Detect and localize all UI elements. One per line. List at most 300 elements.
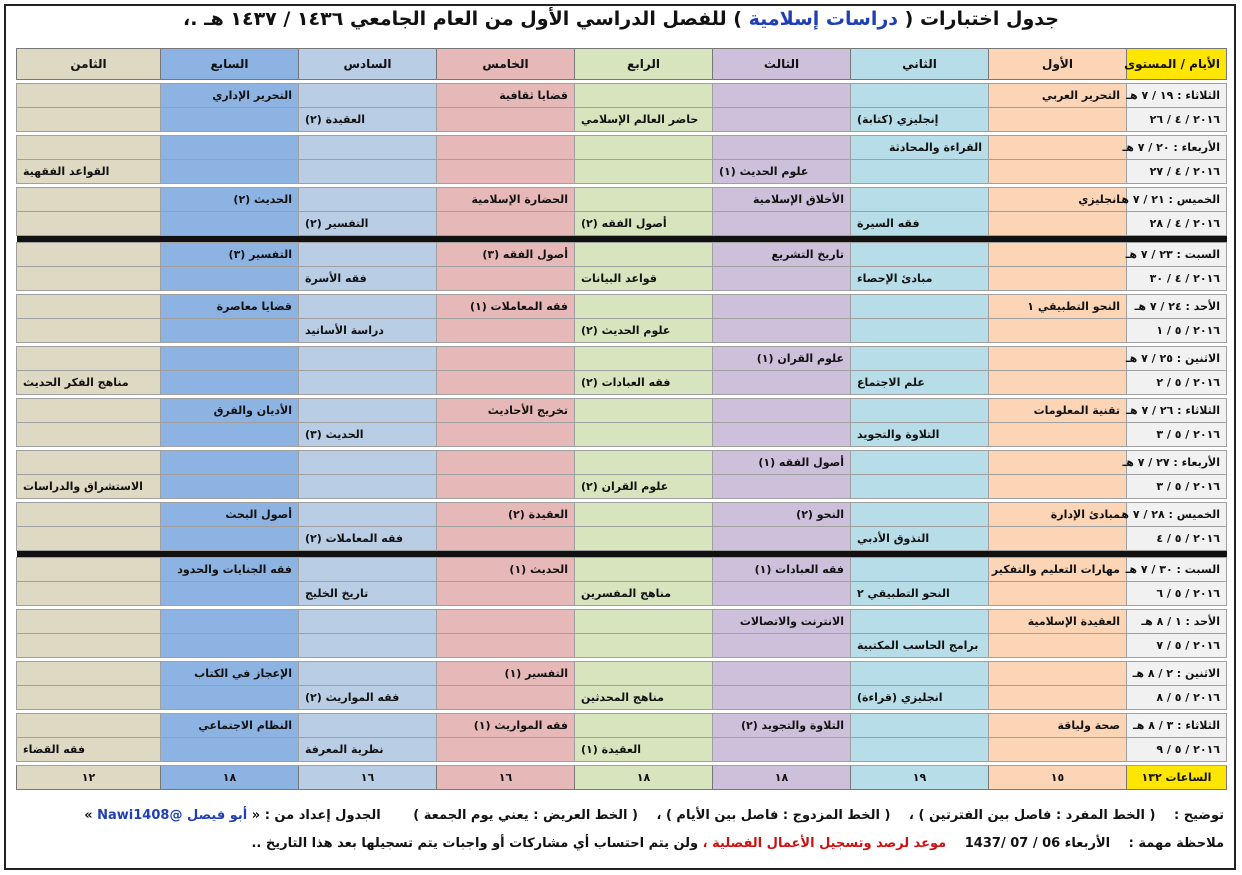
day-cell: الاثنين : ٢٥ / ٧ هـ xyxy=(1127,347,1227,371)
level-header: الثاني xyxy=(851,49,989,80)
hours-cell: ١٢ xyxy=(17,766,161,790)
course-cell xyxy=(437,738,575,762)
course-cell: فقه الأسرة xyxy=(299,267,437,291)
day-cell: السبت : ٣٠ / ٧ هـ xyxy=(1127,558,1227,582)
course-cell xyxy=(299,295,437,319)
hours-cell: ١٨ xyxy=(161,766,299,790)
title-after: ) للفصل الدراسي الأول من العام الجامعي ١٤٣٦ / ١٤٣٧ هـ .، xyxy=(183,8,742,30)
course-cell: قواعد البيانات xyxy=(575,267,713,291)
course-cell xyxy=(851,451,989,475)
course-cell: إنجليزي (كتابة) xyxy=(851,108,989,132)
course-cell xyxy=(17,108,161,132)
course-cell xyxy=(713,475,851,499)
course-cell xyxy=(17,319,161,343)
course-cell xyxy=(299,634,437,658)
course-cell xyxy=(713,738,851,762)
course-cell: التحرير العربي xyxy=(989,84,1127,108)
course-cell: مناهج الفكر الحديث xyxy=(17,371,161,395)
page-title xyxy=(0,8,1242,30)
course-cell: العقيدة (١) xyxy=(575,738,713,762)
schedule-row xyxy=(17,243,1227,267)
schedule-row xyxy=(17,451,1227,475)
course-cell: الاستشراق والدراسات xyxy=(17,475,161,499)
course-cell: مبادئ الإحصاء xyxy=(851,267,989,291)
course-cell xyxy=(17,347,161,371)
course-cell xyxy=(299,714,437,738)
course-cell xyxy=(989,662,1127,686)
course-cell xyxy=(299,160,437,184)
course-cell xyxy=(989,686,1127,710)
course-cell xyxy=(17,84,161,108)
day-cell: ٢٠١٦ / ٥ / ٤ xyxy=(1127,527,1227,551)
course-cell xyxy=(989,451,1127,475)
day-cell: الخميس : ٢١ / ٧ هـ xyxy=(1127,188,1227,212)
header-row xyxy=(17,49,1227,80)
course-cell: مبادئ الإدارة xyxy=(989,503,1127,527)
course-cell: علوم الحديث (٢) xyxy=(575,319,713,343)
course-cell xyxy=(299,451,437,475)
course-cell xyxy=(161,136,299,160)
course-cell: العقيدة (٢) xyxy=(437,503,575,527)
course-cell xyxy=(851,347,989,371)
title-before: جدول اختبارات ( xyxy=(904,8,1059,30)
schedule-row xyxy=(17,558,1227,582)
schedule-body xyxy=(17,49,1227,790)
credit-name: أبو فيصل xyxy=(186,808,248,823)
day-cell: ٢٠١٦ / ٤ / ٢٨ xyxy=(1127,212,1227,236)
course-cell xyxy=(17,267,161,291)
course-cell xyxy=(299,399,437,423)
level-header: الثامن xyxy=(17,49,161,80)
course-cell: تاريخ الخليج xyxy=(299,582,437,606)
friday-separator xyxy=(17,236,1227,243)
schedule-row xyxy=(17,160,1227,184)
exam-schedule-table xyxy=(17,48,1227,790)
course-cell xyxy=(851,399,989,423)
course-cell xyxy=(989,160,1127,184)
course-cell xyxy=(575,423,713,447)
course-cell xyxy=(713,212,851,236)
course-cell xyxy=(851,243,989,267)
course-cell xyxy=(437,423,575,447)
notes-area xyxy=(18,802,1224,858)
course-cell xyxy=(851,738,989,762)
day-cell: ٢٠١٦ / ٥ / ١ xyxy=(1127,319,1227,343)
schedule-row xyxy=(17,267,1227,291)
course-cell xyxy=(161,319,299,343)
course-cell: علوم القران (١) xyxy=(713,347,851,371)
course-cell xyxy=(17,714,161,738)
course-cell xyxy=(575,527,713,551)
course-cell xyxy=(713,662,851,686)
course-cell xyxy=(575,558,713,582)
important-line xyxy=(18,830,1224,858)
day-cell: الثلاثاء : ٢٦ / ٧ هـ xyxy=(1127,399,1227,423)
course-cell xyxy=(299,84,437,108)
course-cell: التفسير (٢) xyxy=(299,212,437,236)
course-cell xyxy=(713,108,851,132)
course-cell xyxy=(17,188,161,212)
course-cell xyxy=(437,136,575,160)
title-highlight: دراسات إسلامية xyxy=(748,8,899,30)
course-cell xyxy=(161,423,299,447)
course-cell: النظام الاجتماعي xyxy=(161,714,299,738)
course-cell xyxy=(989,527,1127,551)
schedule-row xyxy=(17,371,1227,395)
course-cell xyxy=(851,188,989,212)
hours-total: الساعات ١٣٢ xyxy=(1127,766,1227,790)
explanation-label: توضيح : xyxy=(1174,808,1224,823)
course-cell: قضايا معاصرة xyxy=(161,295,299,319)
course-cell xyxy=(161,527,299,551)
course-cell xyxy=(851,160,989,184)
schedule-row xyxy=(17,527,1227,551)
course-cell xyxy=(851,319,989,343)
day-cell: ٢٠١٦ / ٤ / ٣٠ xyxy=(1127,267,1227,291)
day-cell: السبت : ٢٣ / ٧ هـ xyxy=(1127,243,1227,267)
day-cell: الخميس : ٢٨ / ٧ هـ xyxy=(1127,503,1227,527)
course-cell xyxy=(713,371,851,395)
course-cell: التذوق الأدبي xyxy=(851,527,989,551)
course-cell xyxy=(437,451,575,475)
day-cell: ٢٠١٦ / ٥ / ٨ xyxy=(1127,686,1227,710)
hours-cell: ١٥ xyxy=(989,766,1127,790)
course-cell xyxy=(161,475,299,499)
course-cell xyxy=(713,582,851,606)
course-cell: فقه العبادات (١) xyxy=(713,558,851,582)
course-cell xyxy=(161,371,299,395)
schedule-row xyxy=(17,503,1227,527)
course-cell xyxy=(17,503,161,527)
schedule-row xyxy=(17,582,1227,606)
course-cell xyxy=(161,610,299,634)
course-cell xyxy=(851,610,989,634)
course-cell: تاريخ التشريع xyxy=(713,243,851,267)
course-cell xyxy=(437,267,575,291)
course-cell: فقه المعاملات (٢) xyxy=(299,527,437,551)
course-cell xyxy=(989,267,1127,291)
schedule-row xyxy=(17,108,1227,132)
schedule-row xyxy=(17,475,1227,499)
course-cell xyxy=(437,610,575,634)
course-cell: فقه السيرة xyxy=(851,212,989,236)
schedule-row xyxy=(17,212,1227,236)
course-cell xyxy=(17,527,161,551)
course-cell: الحديث (٢) xyxy=(161,188,299,212)
course-cell xyxy=(161,582,299,606)
course-cell: برامج الحاسب المكتبية xyxy=(851,634,989,658)
course-cell: فقه العبادات (٢) xyxy=(575,371,713,395)
day-cell: الأربعاء : ٢٠ / ٧ هـ xyxy=(1127,136,1227,160)
course-cell xyxy=(437,634,575,658)
schedule-row xyxy=(17,686,1227,710)
day-cell: ٢٠١٦ / ٥ / ٧ xyxy=(1127,634,1227,658)
course-cell xyxy=(575,714,713,738)
course-cell xyxy=(989,243,1127,267)
course-cell xyxy=(575,136,713,160)
course-cell xyxy=(575,188,713,212)
course-cell xyxy=(713,295,851,319)
corner-header: الأيام / المستوى xyxy=(1127,49,1227,80)
course-cell xyxy=(713,527,851,551)
schedule-row xyxy=(17,662,1227,686)
hours-row xyxy=(17,766,1227,790)
course-cell: النحو (٢) xyxy=(713,503,851,527)
course-cell xyxy=(989,634,1127,658)
course-cell: العقيدة (٢) xyxy=(299,108,437,132)
day-cell: الاثنين : ٢ / ٨ هـ xyxy=(1127,662,1227,686)
deadline-date: الأربعاء 06 / 07 /1437 xyxy=(964,836,1111,851)
course-cell xyxy=(161,347,299,371)
course-cell: أصول الفقه (٣) xyxy=(437,243,575,267)
course-cell: دراسة الأسانيد xyxy=(299,319,437,343)
course-cell xyxy=(17,399,161,423)
course-cell xyxy=(437,527,575,551)
schedule-row xyxy=(17,136,1227,160)
course-cell xyxy=(17,243,161,267)
schedule-row xyxy=(17,295,1227,319)
course-cell xyxy=(989,371,1127,395)
hours-cell: ١٦ xyxy=(299,766,437,790)
course-cell xyxy=(989,475,1127,499)
course-cell: نظرية المعرفة xyxy=(299,738,437,762)
schedule-row xyxy=(17,714,1227,738)
course-cell: القواعد الفقهية xyxy=(17,160,161,184)
course-cell xyxy=(299,347,437,371)
level-header: السابع xyxy=(161,49,299,80)
course-cell xyxy=(437,347,575,371)
course-cell xyxy=(161,451,299,475)
course-cell xyxy=(17,582,161,606)
day-cell: الثلاثاء : ٣ / ٨ هـ xyxy=(1127,714,1227,738)
course-cell: الحديث (١) xyxy=(437,558,575,582)
course-cell xyxy=(299,610,437,634)
course-cell: فقه المواريث (١) xyxy=(437,714,575,738)
course-cell xyxy=(851,84,989,108)
course-cell xyxy=(713,399,851,423)
course-cell xyxy=(575,84,713,108)
course-cell: التفسير (٣) xyxy=(161,243,299,267)
course-cell xyxy=(989,738,1127,762)
course-cell xyxy=(989,319,1127,343)
day-cell: ٢٠١٦ / ٥ / ٣ xyxy=(1127,423,1227,447)
course-cell xyxy=(575,347,713,371)
course-cell xyxy=(851,295,989,319)
course-cell xyxy=(713,136,851,160)
course-cell xyxy=(437,319,575,343)
course-cell xyxy=(299,558,437,582)
course-cell xyxy=(17,136,161,160)
schedule-row xyxy=(17,610,1227,634)
hours-cell: ١٨ xyxy=(713,766,851,790)
course-cell xyxy=(713,423,851,447)
schedule-row xyxy=(17,399,1227,423)
course-cell xyxy=(575,634,713,658)
course-cell: فقه القضاء xyxy=(17,738,161,762)
course-cell: النحو التطبيقي ٢ xyxy=(851,582,989,606)
course-cell xyxy=(161,160,299,184)
course-cell xyxy=(161,108,299,132)
course-cell xyxy=(713,84,851,108)
course-cell: فقه المواريث (٢) xyxy=(299,686,437,710)
course-cell xyxy=(575,451,713,475)
course-cell xyxy=(713,686,851,710)
course-cell xyxy=(17,686,161,710)
course-cell: الأخلاق الإسلامية xyxy=(713,188,851,212)
course-cell xyxy=(299,475,437,499)
course-cell xyxy=(161,686,299,710)
course-cell xyxy=(161,738,299,762)
schedule-row xyxy=(17,84,1227,108)
course-cell xyxy=(851,475,989,499)
deadline-rest: ولن يتم احتساب أي مشاركات أو واجبات يتم تسجيلها بعد هذا التاريخ .. xyxy=(251,836,699,851)
hours-cell: ١٩ xyxy=(851,766,989,790)
course-cell: أصول الفقه (٢) xyxy=(575,212,713,236)
course-cell: صحة ولياقة xyxy=(989,714,1127,738)
course-cell xyxy=(437,582,575,606)
course-cell xyxy=(437,371,575,395)
course-cell: الإعجاز في الكتاب xyxy=(161,662,299,686)
hours-cell: ١٨ xyxy=(575,766,713,790)
course-cell: تخريج الأحاديث xyxy=(437,399,575,423)
level-header: السادس xyxy=(299,49,437,80)
course-cell: النحو التطبيقي ١ xyxy=(989,295,1127,319)
course-cell xyxy=(575,399,713,423)
course-cell xyxy=(437,475,575,499)
day-cell: الأحد : ١ / ٨ هـ xyxy=(1127,610,1227,634)
course-cell xyxy=(161,267,299,291)
course-cell xyxy=(851,714,989,738)
level-header: الخامس xyxy=(437,49,575,80)
level-header: الأول xyxy=(989,49,1127,80)
course-cell xyxy=(161,212,299,236)
course-cell xyxy=(989,582,1127,606)
course-cell xyxy=(437,212,575,236)
course-cell xyxy=(17,212,161,236)
friday-separator xyxy=(17,551,1227,558)
deadline-text: موعد لرصد وتسجيل الأعمال الفصلية ، xyxy=(702,836,947,851)
course-cell xyxy=(437,160,575,184)
schedule-row xyxy=(17,738,1227,762)
course-cell: القراءة والمحادثة xyxy=(851,136,989,160)
day-cell: الأربعاء : ٢٧ / ٧ هـ xyxy=(1127,451,1227,475)
course-cell: التحرير الإداري xyxy=(161,84,299,108)
course-cell: الانترنت والاتصالات xyxy=(713,610,851,634)
course-cell: تقنية المعلومات xyxy=(989,399,1127,423)
course-cell: الأديان والفرق xyxy=(161,399,299,423)
day-cell: الثلاثاء : ١٩ / ٧ هـ xyxy=(1127,84,1227,108)
course-cell xyxy=(575,610,713,634)
course-cell xyxy=(851,503,989,527)
course-cell: مهارات التعليم والتفكير xyxy=(989,558,1127,582)
course-cell: علوم القران (٢) xyxy=(575,475,713,499)
course-cell xyxy=(299,662,437,686)
course-cell xyxy=(161,634,299,658)
day-cell: ٢٠١٦ / ٥ / ٣ xyxy=(1127,475,1227,499)
hours-cell: ١٦ xyxy=(437,766,575,790)
course-cell: قضايا ثقافية xyxy=(437,84,575,108)
course-cell xyxy=(299,136,437,160)
course-cell xyxy=(17,295,161,319)
schedule-row xyxy=(17,319,1227,343)
course-cell xyxy=(713,267,851,291)
schedule-row xyxy=(17,188,1227,212)
schedule-row xyxy=(17,423,1227,447)
course-cell xyxy=(575,662,713,686)
course-cell: انجليزي (قراءة) xyxy=(851,686,989,710)
course-cell xyxy=(575,503,713,527)
day-cell: ٢٠١٦ / ٥ / ٢ xyxy=(1127,371,1227,395)
course-cell xyxy=(989,423,1127,447)
course-cell xyxy=(989,136,1127,160)
course-cell: التلاوة والتجويد xyxy=(851,423,989,447)
important-label: ملاحظة مهمة : xyxy=(1128,836,1224,851)
schedule-row xyxy=(17,634,1227,658)
course-cell: العقيدة الإسلامية xyxy=(989,610,1127,634)
schedule-row xyxy=(17,347,1227,371)
course-cell xyxy=(17,634,161,658)
day-cell: الأحد : ٢٤ / ٧ هـ xyxy=(1127,295,1227,319)
course-cell: أصول البحث xyxy=(161,503,299,527)
course-cell xyxy=(299,188,437,212)
course-cell xyxy=(989,108,1127,132)
course-cell xyxy=(17,558,161,582)
course-cell xyxy=(17,423,161,447)
credit-handle[interactable]: @Nawi1408 xyxy=(97,808,183,823)
course-cell xyxy=(17,451,161,475)
course-cell xyxy=(299,243,437,267)
course-cell: الحضارة الإسلامية xyxy=(437,188,575,212)
credit-prefix: الجدول إعداد من : « xyxy=(251,808,381,823)
level-header: الثالث xyxy=(713,49,851,80)
course-cell xyxy=(989,347,1127,371)
day-cell: ٢٠١٦ / ٤ / ٢٧ xyxy=(1127,160,1227,184)
single-line-note: ( الخط المفرد : فاصل بين الفترتين ) ، xyxy=(909,808,1156,823)
course-cell: انجليزي xyxy=(989,188,1127,212)
course-cell xyxy=(299,371,437,395)
course-cell: علم الاجتماع xyxy=(851,371,989,395)
course-cell: التلاوة والتجويد (٢) xyxy=(713,714,851,738)
course-cell xyxy=(575,295,713,319)
level-header: الرابع xyxy=(575,49,713,80)
day-cell: ٢٠١٦ / ٥ / ٦ xyxy=(1127,582,1227,606)
double-line-note: ( الخط المزدوج : فاصل بين الأيام ) ، xyxy=(656,808,891,823)
day-cell: ٢٠١٦ / ٥ / ٩ xyxy=(1127,738,1227,762)
course-cell xyxy=(575,243,713,267)
course-cell: الحديث (٣) xyxy=(299,423,437,447)
thick-line-note: ( الخط العريض : يعني يوم الجمعة ) xyxy=(413,808,638,823)
course-cell: حاضر العالم الإسلامي xyxy=(575,108,713,132)
day-cell: ٢٠١٦ / ٤ / ٢٦ xyxy=(1127,108,1227,132)
course-cell: فقه الجنايات والحدود xyxy=(161,558,299,582)
course-cell: مناهج المحدثين xyxy=(575,686,713,710)
course-cell: فقه المعاملات (١) xyxy=(437,295,575,319)
course-cell xyxy=(989,212,1127,236)
course-cell xyxy=(437,108,575,132)
course-cell xyxy=(17,610,161,634)
course-cell xyxy=(713,634,851,658)
course-cell: علوم الحديث (١) xyxy=(713,160,851,184)
course-cell: أصول الفقه (١) xyxy=(713,451,851,475)
course-cell: مناهج المفسرين xyxy=(575,582,713,606)
course-cell: التفسير (١) xyxy=(437,662,575,686)
course-cell xyxy=(851,662,989,686)
course-cell xyxy=(437,686,575,710)
credit-suffix: » xyxy=(84,808,93,823)
course-cell xyxy=(575,160,713,184)
course-cell xyxy=(299,503,437,527)
course-cell xyxy=(17,662,161,686)
